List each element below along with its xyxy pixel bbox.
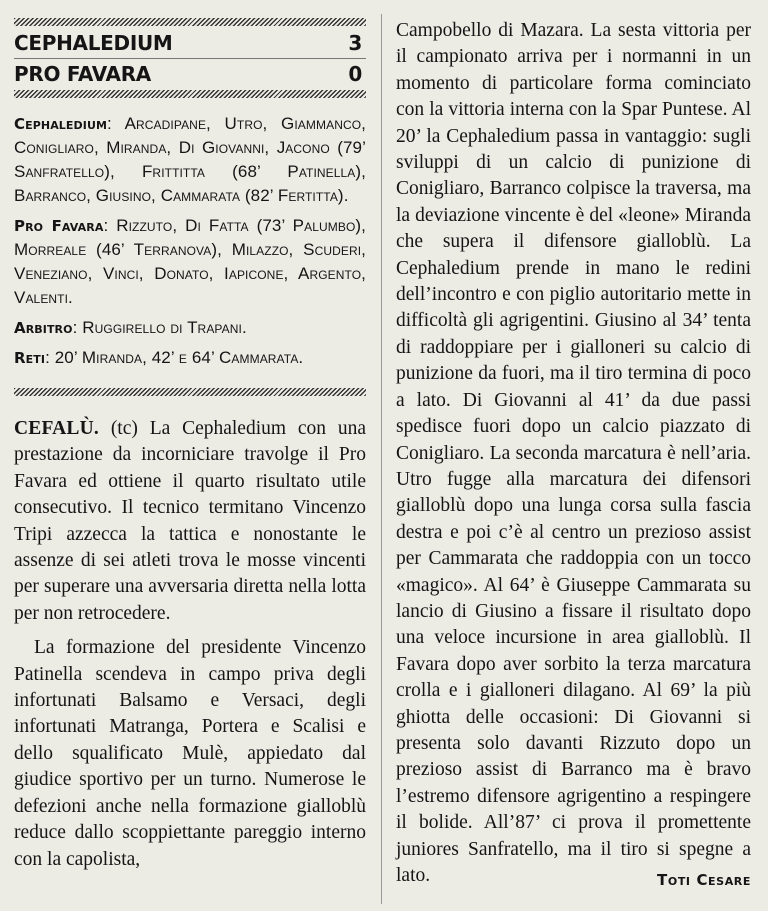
lineup-label: Pro Favara [14,217,104,235]
hatch-divider [14,388,366,396]
match-box [14,18,366,873]
article-paragraph-3 [396,18,751,889]
lineup-profavara [14,214,366,310]
hatch-divider [14,90,366,98]
goals-line [14,346,366,370]
lineup-label: Cephaledium [14,115,108,133]
goals-label: Reti [14,349,46,367]
hatch-divider [14,18,366,26]
away-team-name: PRO FAVARA [14,62,151,86]
home-team-score: 3 [348,31,362,55]
article-paragraph-1 [14,416,366,627]
referee-line [14,316,366,340]
article-column-right [396,18,751,893]
lineup-players: : Arcadipane, Utro, Giammanco, Conigliaro, Miranda, Di Giovanni, Jacono (79’ Sanfratello), Frittitta (68’ Patinella), Barranco, Giusino, Cammarata (82’ Fertitta). [14,114,366,205]
away-team-score: 0 [348,62,362,86]
home-score-row [14,28,366,58]
away-score-row [14,58,366,89]
paragraph-text: Campobello di Mazara. La sesta vittoria per il campionato arriva per i normanni in un momento di particolare forma cominciato con la vittoria interna con la Spar Puntese. Al 20’ la Cephaledium passa in vantaggio: sugli sviluppi di un calcio di punizione di Conigliaro, Barranco colpisce la traversa, ma la deviazione vincente è del «leone» Miranda che supera il difensore gialloblù. La Cephaledium prende in mano le redini dell’incontro e con piglio autoritario mette in difficoltà gli agrigentini. Giusino al 34’ tenta di raddoppiare per i gialloneri su calcio di punizione da fuori, ma il tiro termina di poco a lato. Di Giovanni al 41’ da due passi spedisce fuori dopo un calcio piazzato di Conigliaro. La seconda marcatura è nell’aria. Utro fugge alla marcatura dei difensori gialloblù dopo una lunga corsa sulla fascia destra e poi c’è al centro un prezioso assist per Cammarata che raddoppia con un tocco «magico». Al 64’ è Giuseppe Cammarata su lancio di Giusino a fissare il risultato dopo una veloce incursione in area gialloblù. Il Favara dopo aver sorbito la terza marcatura crolla e i gialloneri dilagano. Al 69’ la più ghiotta delle occasioni: Di Giovanni si presenta solo davanti Rizzuto dopo un prezioso assist di Barranco ma è bravo l’estremo difensore agrigentino a respingere il bolide. All’87’ ci prova il promettente juniores Sanfratello, ma il tiro si spegne a lato. [396,20,751,886]
home-team-name: CEPHALEDIUM [14,31,173,55]
article-paragraph-2: La formazione del presidente Vincenzo Patinella scendeva in campo priva degli infortunati Balsamo e Versaci, degli infortunati Matranga, Portera e Scalisi e dello squalificato Mulè, appiedato dal giudice sportivo per un turno. Numerose le defezioni anche nella formazione gialloblù reduce dallo scoppiettante pareggio interno con la capolista, [14,637,366,870]
lineup-cephaledium [14,112,366,208]
byline: Toti Cesare [657,871,751,889]
referee-name: : Ruggirello di Trapani. [72,318,247,337]
column-divider [381,14,382,904]
dateline: CEFALÙ. [14,418,99,439]
lineup-players: : Rizzuto, Di Fatta (73’ Palumbo), Morreale (46’ Terranova), Milazzo, Scuderi, Veneziano, Vinci, Donato, Iapicone, Argento, Valenti. [14,216,366,307]
referee-label: Arbitro [14,319,73,337]
goals-list: : 20’ Miranda, 42’ e 64’ Cammarata. [45,348,304,367]
paragraph-text: (tc) La Cephaledium con una prestazione da incorniciare travolge il Pro Favara ed ottiene il quarto risultato utile consecutivo. Il tecnico termitano Vincenzo Tripi azzecca la tattica e nonostante le assenze di sei atleti trova le mosse vincenti per superare una avversaria diretta nella lotta per non retrocedere. [14,418,366,624]
